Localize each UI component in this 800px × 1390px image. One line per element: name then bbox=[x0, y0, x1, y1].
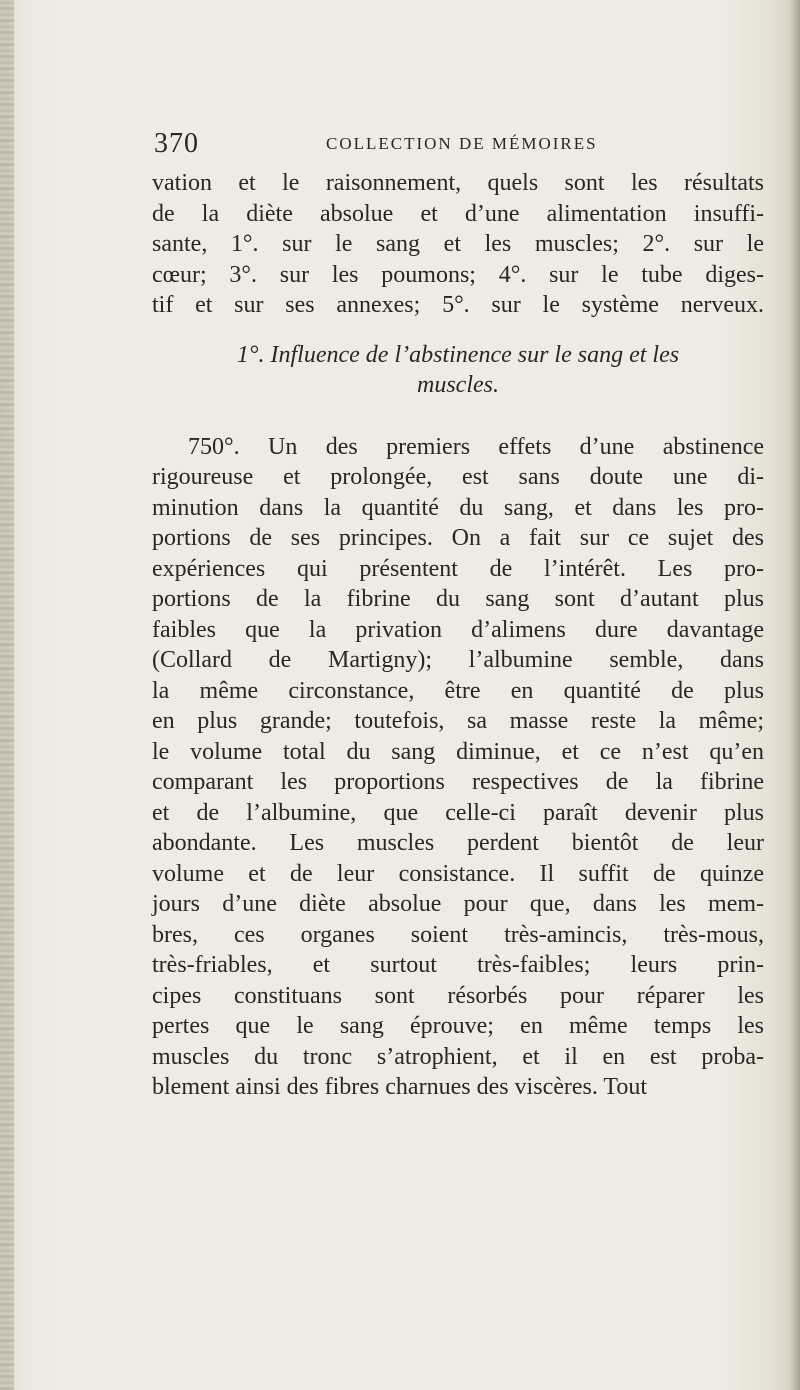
text-line: cœur; 3°. sur les poumons; 4°. sur le tube diges- bbox=[152, 261, 764, 288]
text-line: jours d’une diète absolue pour que, dans les mem- bbox=[152, 891, 764, 917]
text-line: très-friables, et surtout très-faibles; leurs prin- bbox=[152, 952, 764, 978]
section-heading bbox=[152, 341, 764, 402]
text-line: et de l’albumine, que celle-ci paraît devenir plus bbox=[152, 799, 764, 826]
text-line: de la diète absolue et d’une alimentation insuffi- bbox=[152, 200, 764, 227]
body-paragraph bbox=[152, 432, 764, 1103]
text-line: pertes que le sang éprouve; en même temps les bbox=[152, 1013, 764, 1039]
text-line: le volume total du sang diminue, et ce n’est qu’en bbox=[152, 738, 764, 765]
text-line: en plus grande; toutefois, sa masse reste la même; bbox=[152, 708, 764, 734]
text-line: tif et sur ses annexes; 5°. sur le système nerveux. bbox=[152, 292, 764, 318]
text-line: (Collard de Martigny); l’albumine semble, dans bbox=[152, 647, 764, 673]
running-head: COLLECTION DE MÉMOIRES bbox=[326, 134, 598, 153]
section-heading-line: muscles. bbox=[417, 372, 499, 398]
text-line: blement ainsi des fibres charnues des viscères. Tout bbox=[152, 1074, 648, 1100]
text-line: abondante. Les muscles perdent bientôt de leur bbox=[152, 830, 764, 856]
text-line: muscles du tronc s’atrophient, et il en est proba- bbox=[152, 1043, 764, 1070]
page-text bbox=[152, 168, 764, 1103]
text-line: portions de la fibrine du sang sont d’autant plus bbox=[152, 586, 764, 612]
section-heading-line: 1°. Influence de l’abstinence sur le sang et les bbox=[236, 341, 680, 368]
text-line: sante, 1°. sur le sang et les muscles; 2°. sur le bbox=[152, 231, 764, 257]
text-line: bres, ces organes soient très-amincis, très-mous, bbox=[152, 921, 764, 948]
page-header bbox=[154, 128, 754, 162]
page-binding-edge bbox=[0, 0, 14, 1390]
text-line: minution dans la quantité du sang, et dans les pro- bbox=[152, 494, 764, 521]
page-number: 370 bbox=[154, 128, 199, 159]
text-line: faibles que la privation d’alimens dure davantage bbox=[152, 616, 764, 643]
page-outer-edge bbox=[790, 0, 800, 1390]
text-line: expériences qui présentent de l’intérêt. Les pro- bbox=[152, 555, 764, 582]
intro-paragraph bbox=[152, 168, 764, 321]
text-line: cipes constituans sont résorbés pour réparer les bbox=[152, 982, 764, 1009]
text-line: portions de ses principes. On a fait sur ce sujet des bbox=[152, 525, 764, 551]
text-line: comparant les proportions respectives de la fibrine bbox=[152, 769, 764, 795]
text-line: volume et de leur consistance. Il suffit de quinze bbox=[152, 860, 764, 887]
text-line: rigoureuse et prolongée, est sans doute une di- bbox=[152, 464, 764, 490]
text-line: la même circonstance, être en quantité de plus bbox=[152, 677, 764, 704]
text-line: 750°. Un des premiers effets d’une abstinence bbox=[188, 433, 764, 460]
text-line: vation et le raisonnement, quels sont les résultats bbox=[152, 170, 764, 196]
